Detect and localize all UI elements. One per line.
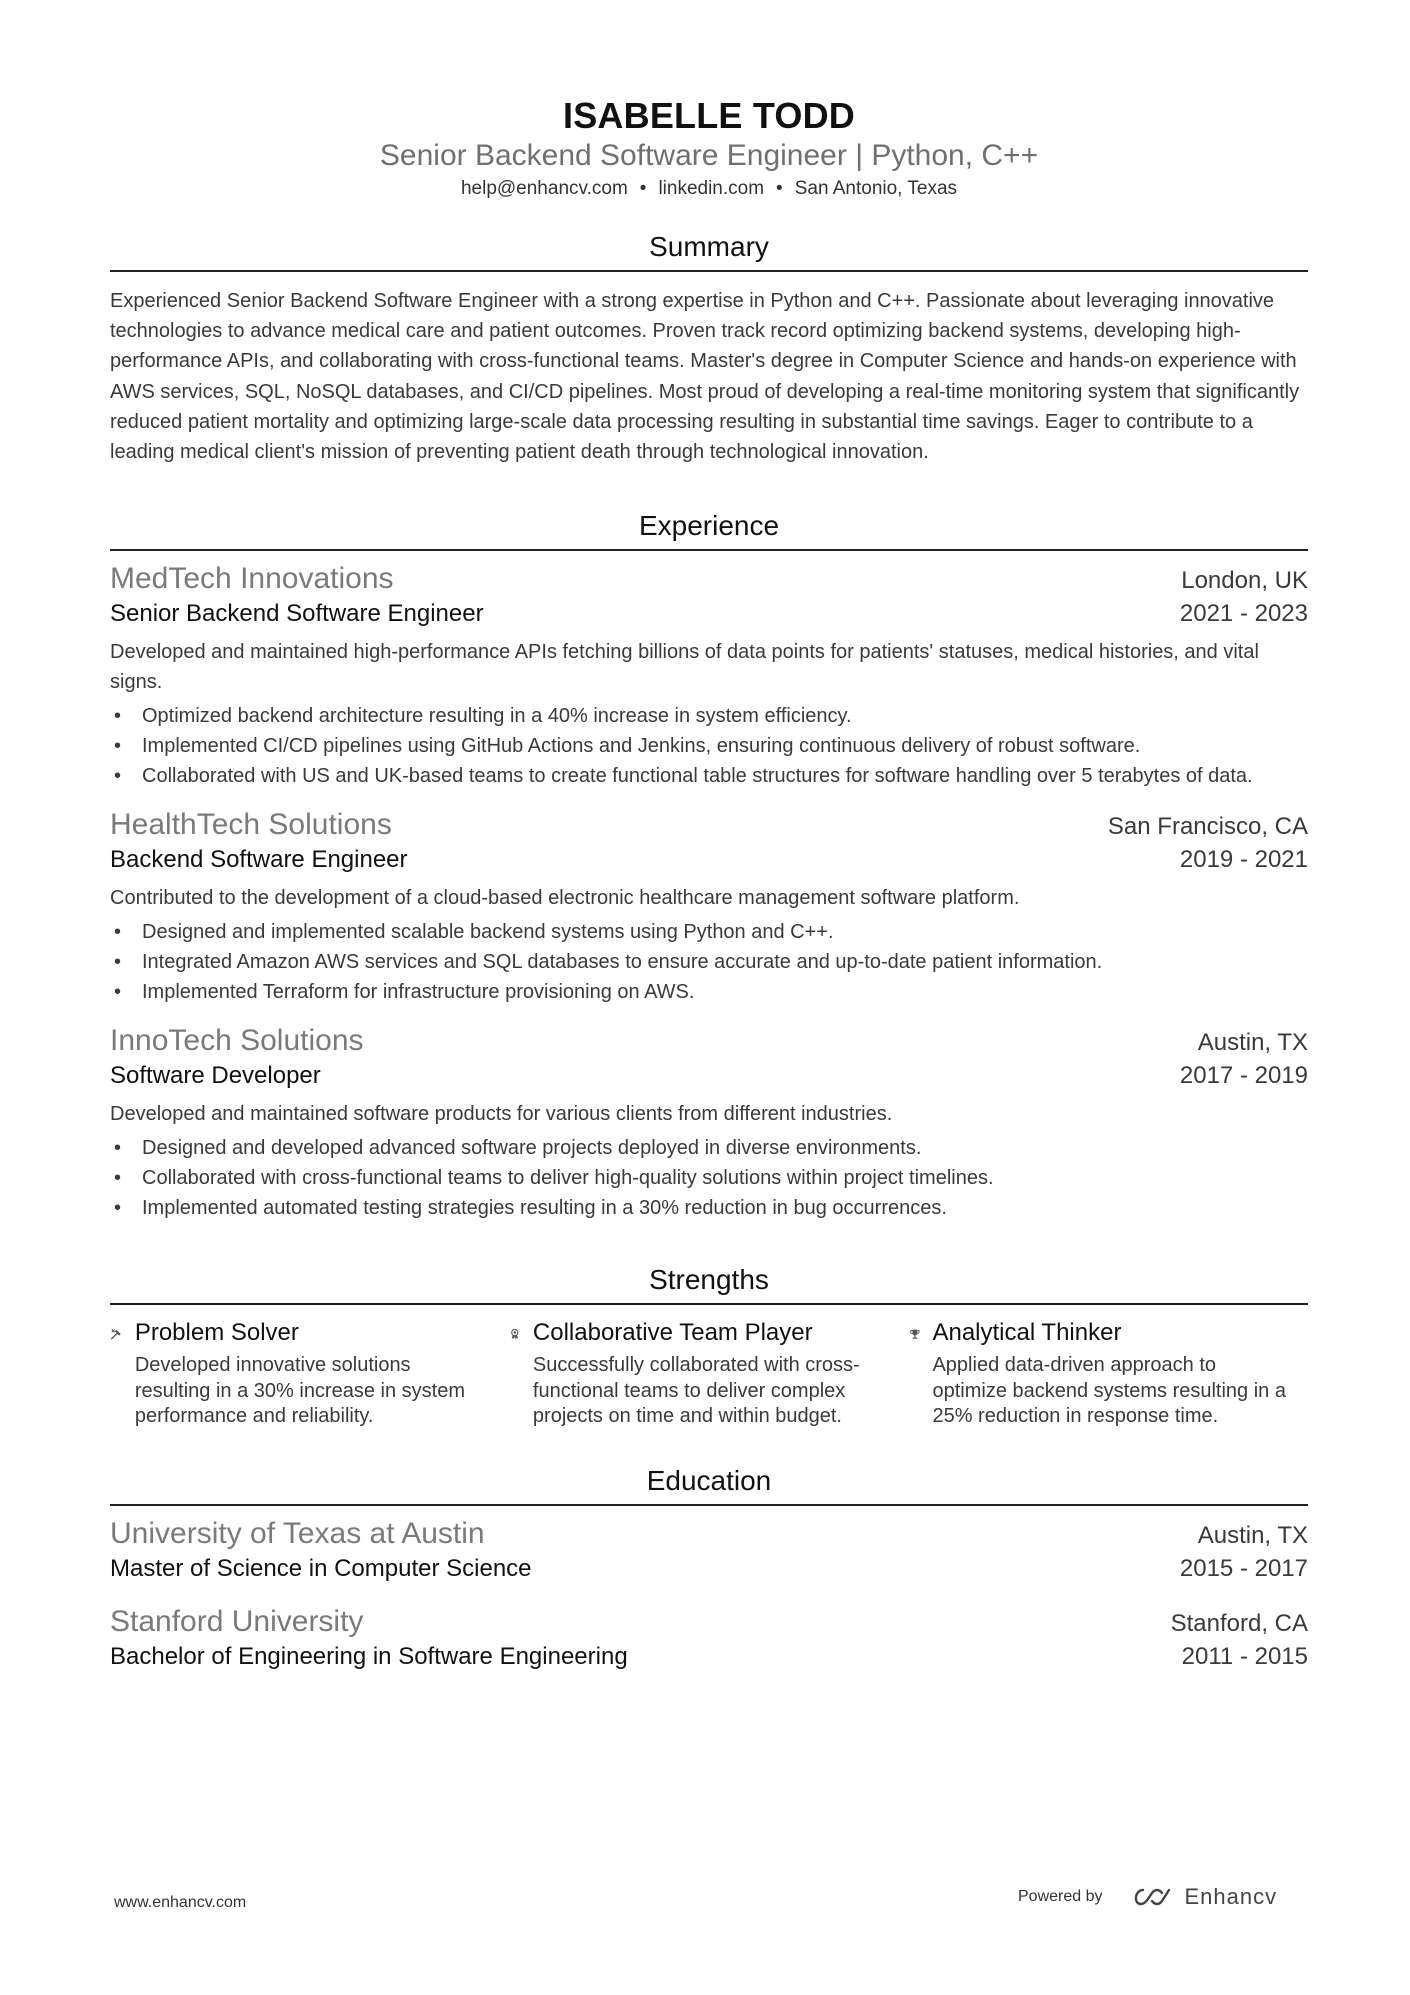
education-section — [110, 1464, 1308, 1674]
list-item: • Implemented automated testing strategies resulting in a 30% reduction in bug occurrences. — [110, 1193, 1308, 1223]
list-item: • Designed and developed advanced software projects deployed in diverse environments. — [110, 1133, 1308, 1163]
list-item: • Collaborated with cross-functional teams to deliver high-quality solutions within project timelines. — [110, 1163, 1308, 1193]
powered-by-label: Powered by — [1018, 1888, 1103, 1905]
education-entry — [110, 1604, 1308, 1674]
summary-text: Experienced Senior Backend Software Engineer with a strong expertise in Python and C++. Passionate about leveraging innovative technologies to advance medical care and patient outcomes. Proven track record optimizing backend systems, developing high-performance APIs, and collaborating with cross-functional teams. Master's degree in Computer Science and hands-on experience with AWS services, SQL, NoSQL databases, and CI/CD pipelines. Most proud of developing a real-time monitoring system that significantly reduced patient mortality and optimizing large-scale data processing resulting in substantial time savings. Eager to contribute to a leading medical client's mission of preventing patient death through technological innovation. — [110, 290, 1300, 464]
strength-body — [932, 1317, 1308, 1430]
candidate-name: ISABELLE TODD — [563, 95, 855, 136]
job-dates: 2019 - 2021 — [1179, 846, 1308, 874]
job-bullets — [110, 701, 1308, 791]
strength-description: Developed innovative solutions resulting in a 30% increase in system performance and reliability. — [134, 1354, 465, 1428]
section-title-strengths: Strengths — [110, 1263, 1308, 1305]
section-title-summary: Summary — [110, 230, 1308, 272]
strength-item — [509, 1317, 908, 1430]
job-company: InnoTech Solutions — [110, 1024, 364, 1058]
strength-title: Analytical Thinker — [932, 1319, 1122, 1347]
job-description: Developed and maintained high-performance APIs fetching billions of data points for patients' statuses, medical histories, and vital signs. — [110, 641, 1259, 694]
education-location: Austin, TX — [1197, 1521, 1308, 1549]
strength-title: Collaborative Team Player — [532, 1319, 813, 1347]
job-entry — [110, 1023, 1308, 1223]
strength-title: Problem Solver — [134, 1319, 299, 1347]
education-degree: Bachelor of Engineering in Software Engineering — [110, 1642, 628, 1670]
education-degree-row — [110, 1640, 1308, 1674]
strength-description: Successfully collaborated with cross-functional teams to deliver complex projects on time and within budget. — [532, 1354, 860, 1428]
summary-section — [110, 230, 1308, 467]
education-degree: Master of Science in Computer Science — [110, 1554, 532, 1582]
job-title-row — [110, 597, 1308, 631]
education-entry — [110, 1516, 1308, 1586]
job-entry — [110, 561, 1308, 791]
candidate-role: Senior Backend Software Engineer | Python, C++ — [379, 139, 1039, 172]
brand-logo[interactable] — [1129, 1884, 1278, 1910]
strengths-section — [110, 1263, 1308, 1430]
job-title: Software Developer — [110, 1062, 321, 1090]
brand-name: Enhancv — [1184, 1884, 1278, 1909]
job-company: MedTech Innovations — [110, 562, 394, 596]
resume-header — [110, 96, 1308, 202]
job-bullets — [110, 917, 1308, 1007]
experience-section — [110, 509, 1308, 1223]
job-title-row — [110, 1059, 1308, 1093]
list-item: • Designed and implemented scalable backend systems using Python and C++. — [110, 917, 1308, 947]
job-header-row — [110, 1023, 1308, 1059]
strength-item — [909, 1317, 1308, 1430]
strength-description: Applied data-driven approach to optimize backend systems resulting in a 25% reduction in response time. — [932, 1354, 1286, 1428]
job-dates: 2017 - 2019 — [1179, 1062, 1308, 1090]
footer-website[interactable]: www.enhancv.com — [114, 1894, 247, 1911]
list-item: • Optimized backend architecture resulting in a 40% increase in system efficiency. — [110, 701, 1308, 731]
job-location: Austin, TX — [1197, 1029, 1308, 1057]
list-item: • Collaborated with US and UK-based teams to create functional table structures for software handling over 5 terabytes of data. — [110, 761, 1308, 791]
education-school: University of Texas at Austin — [110, 1516, 485, 1550]
resume-page — [110, 96, 1308, 1674]
trophy-icon — [909, 1319, 921, 1349]
section-title-education: Education — [110, 1464, 1308, 1506]
education-header-row — [110, 1516, 1308, 1552]
job-description: Developed and maintained software products for various clients from different industries. — [110, 1103, 893, 1126]
footer-powered-by — [1018, 1884, 1277, 1910]
job-title-row — [110, 843, 1308, 877]
job-location: London, UK — [1181, 567, 1308, 595]
contact-location: San Antonio, Texas — [794, 178, 958, 199]
strength-body — [135, 1317, 510, 1430]
enhancv-logo-icon — [1129, 1885, 1175, 1909]
award-icon — [509, 1319, 521, 1349]
education-header-row — [110, 1604, 1308, 1640]
job-company: HealthTech Solutions — [110, 808, 392, 842]
job-description: Contributed to the development of a cloud-based electronic healthcare management software platform. — [110, 887, 1020, 910]
contact-linkedin[interactable]: linkedin.com — [658, 178, 765, 199]
education-dates: 2015 - 2017 — [1179, 1554, 1308, 1582]
strengths-list — [110, 1317, 1308, 1430]
job-bullets — [110, 1133, 1308, 1223]
list-item: • Integrated Amazon AWS services and SQL databases to ensure accurate and up-to-date patient information. — [110, 947, 1308, 977]
education-school: Stanford University — [110, 1604, 364, 1638]
education-location: Stanford, CA — [1170, 1609, 1308, 1637]
job-header-row — [110, 561, 1308, 597]
separator-dot: • — [639, 178, 647, 199]
section-title-experience: Experience — [110, 509, 1308, 551]
list-item: • Implemented CI/CD pipelines using GitHub Actions and Jenkins, ensuring continuous delivery of robust software. — [110, 731, 1308, 761]
job-header-row — [110, 807, 1308, 843]
strength-item — [110, 1317, 509, 1430]
separator-dot: • — [776, 178, 783, 199]
contact-email[interactable]: help@enhancv.com — [460, 178, 628, 199]
job-dates: 2021 - 2023 — [1179, 600, 1308, 628]
education-dates: 2011 - 2015 — [1181, 1642, 1308, 1670]
strength-body — [533, 1317, 909, 1430]
contact-line — [110, 176, 1308, 202]
job-title: Backend Software Engineer — [110, 846, 408, 874]
list-item: • Implemented Terraform for infrastructure provisioning on AWS. — [110, 977, 1308, 1007]
job-entry — [110, 807, 1308, 1007]
job-title: Senior Backend Software Engineer — [110, 600, 484, 628]
education-degree-row — [110, 1552, 1308, 1586]
job-location: San Francisco, CA — [1107, 813, 1308, 841]
tools-icon — [110, 1319, 123, 1349]
